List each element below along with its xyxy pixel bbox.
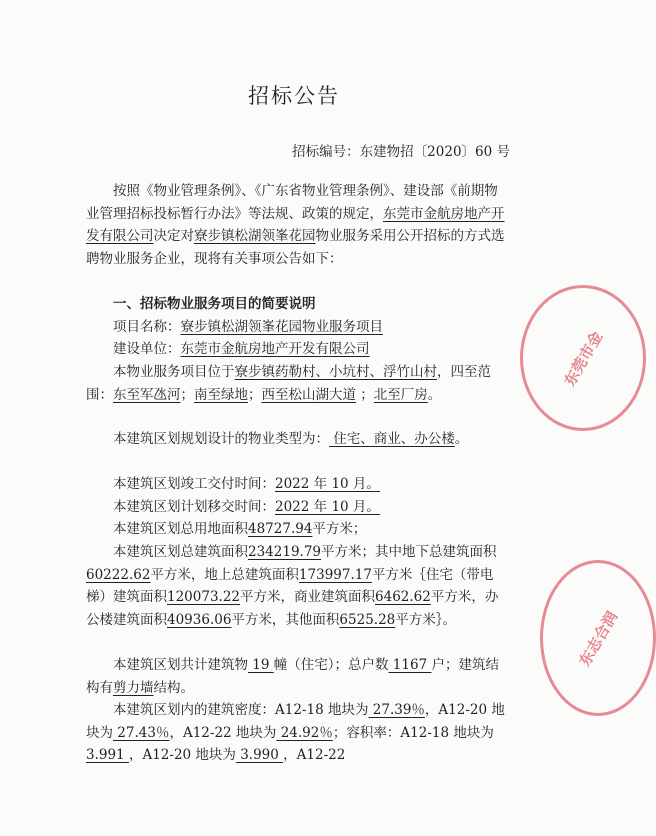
project-name-line: 项目名称：寮步镇松湖领峯花园物业服务项目 <box>113 319 383 335</box>
buildings-paragraph: 本建筑区划共计建筑物 19 幢（住宅）；总户数 1167 户；建筑结构有剪力墙结构。 <box>86 657 499 696</box>
completion-time: 本建筑区划竣工交付时间：2022 年 10 月。 <box>113 476 380 492</box>
bid-number: 招标编号：东建物招〔2020〕60 号 <box>292 144 510 160</box>
company-seal-stamp: 东莞市金 <box>520 285 646 431</box>
intro-paragraph: 按照《物业管理条例》、《广东省物业管理条例》、建设部《前期物业管理招标投标暂行办法》等法规、政策的规定，东莞市金航房地产开发有限公司决定对寮步镇松湖领峯花园物业服务采用公开招标的方式选聘物业服务企业，现将有关事项公告如下： <box>86 183 505 267</box>
second-seal-stamp: 东志合润 <box>540 560 656 716</box>
density-paragraph: 本建筑区划内的建筑密度：A12-18 地块为 27.39％，A12-20 地块为 27.43％，A12-22 地块为 24.92％；容积率：A12-18 地块为 3.991 ，A12-20 地块为 3.990 ，A12-22 <box>86 702 505 763</box>
floor-area-paragraph: 本建筑区划总建筑面积234219.79平方米；其中地下总建筑面积60222.62平方米，地上总建筑面积173997.17平方米｛住宅（带电梯）建筑面积120073.22平方米，商业建筑面积6462.62平方米，办公楼建筑面积40936.06平方米，其他面积6525.28平方米｝。 <box>86 544 499 628</box>
section-heading: 一、招标物业服务项目的简要说明 <box>113 296 316 312</box>
land-area: 本建筑区划总用地面积48727.94平方米； <box>113 521 367 537</box>
project-name-inline: 寮步镇松湖领峯花园 <box>194 228 316 244</box>
builder-line: 建设单位：东莞市金航房地产开发有限公司 <box>113 341 370 357</box>
company-name: 东莞市金航房地产开发有限公司 <box>86 205 505 244</box>
location-paragraph: 本物业服务项目位于寮步镇药勒村、小坑村、浮竹山村，四至范围：东至军氹河；南至绿地；西至松山湖大道 ；北至厂房。 <box>86 364 491 403</box>
page-title: 招标公告 <box>248 84 340 108</box>
property-types: 本建筑区划规划设计的物业类型为： 住宅、商业、办公楼。 <box>113 431 469 447</box>
handover-time: 本建筑区划计划移交时间：2022 年 10 月。 <box>113 499 380 515</box>
